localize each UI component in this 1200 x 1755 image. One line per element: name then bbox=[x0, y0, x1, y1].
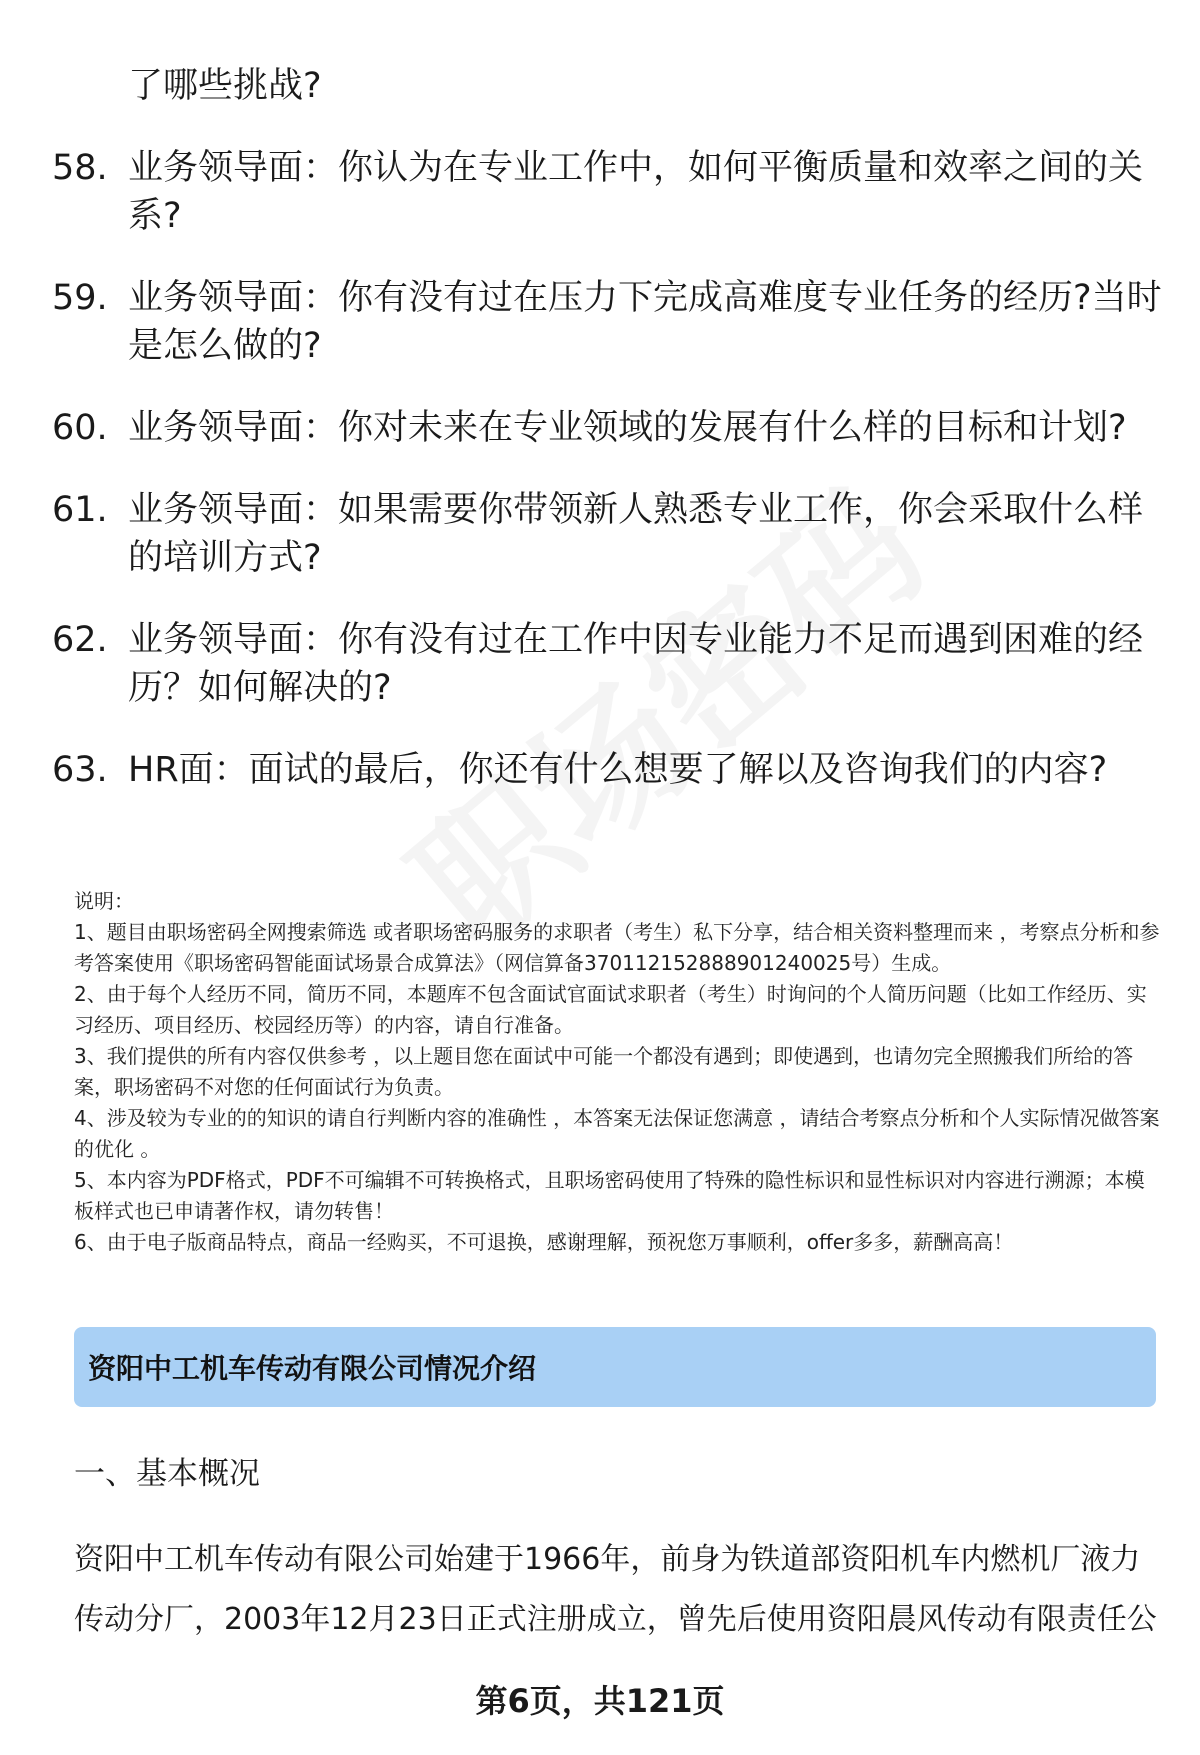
section-heading: 一、基本概况 bbox=[74, 1456, 260, 1492]
page-footer: 第6页，共121页 bbox=[475, 1682, 725, 1720]
question-number: 59. bbox=[52, 278, 108, 318]
question-item bbox=[52, 746, 1162, 794]
question-item bbox=[52, 616, 1162, 712]
company-intro-banner: 资阳中工机车传动有限公司情况介绍 bbox=[74, 1327, 1156, 1407]
question-text: HR面：面试的最后，你还有什么想要了解以及咨询我们的内容? bbox=[128, 750, 1108, 790]
note-item: 1、题目由职场密码全网搜索筛选 或者职场密码服务的求职者（考生）私下分享，结合相关资料整理而来 ，考察点分析和参考答案使用《职场密码智能面试场景合成算法》（网信算备370112152888901240025号）生成。 bbox=[74, 920, 1160, 975]
question-number: 61. bbox=[52, 490, 108, 530]
notes-block bbox=[74, 886, 1160, 1258]
company-paragraph: 资阳中工机车传动有限公司始建于1966年，前身为铁道部资阳机车内燃机厂液力传动分厂，2003年12月23日正式注册成立，曾先后使用资阳晨风传动有限责任公 bbox=[74, 1542, 1157, 1637]
question-number: 60. bbox=[52, 408, 108, 448]
question-text: 业务领导面：如果需要你带领新人熟悉专业工作，你会采取什么样的培训方式? bbox=[128, 490, 1144, 578]
question-text: 业务领导面：你有没有过在工作中因专业能力不足而遇到困难的经历？如何解决的? bbox=[128, 620, 1144, 708]
question-continuation: 了哪些挑战? bbox=[128, 66, 322, 106]
notes-title: 说明： bbox=[74, 889, 134, 913]
question-text: 业务领导面：你有没有过在压力下完成高难度专业任务的经历?当时是怎么做的? bbox=[128, 278, 1162, 366]
question-item bbox=[52, 274, 1162, 370]
question-number: 63. bbox=[52, 750, 108, 790]
note-item: 2、由于每个人经历不同，简历不同，本题库不包含面试官面试求职者（考生）时询问的个人简历问题（比如工作经历、实习经历、项目经历、校园经历等）的内容，请自行准备。 bbox=[74, 982, 1147, 1037]
question-item bbox=[52, 486, 1162, 582]
question-text: 业务领导面：你认为在专业工作中，如何平衡质量和效率之间的关系? bbox=[128, 148, 1144, 236]
question-number: 58. bbox=[52, 148, 108, 188]
note-item: 5、本内容为PDF格式，PDF不可编辑不可转换格式，且职场密码使用了特殊的隐性标识和显性标识对内容进行溯源；本模板样式也已申请著作权，请勿转售！ bbox=[74, 1168, 1145, 1223]
note-item: 6、由于电子版商品特点，商品一经购买，不可退换，感谢理解，预祝您万事顺利，offer多多，薪酬高高！ bbox=[74, 1230, 1014, 1254]
note-item: 4、涉及较为专业的的知识的请自行判断内容的准确性 ，本答案无法保证您满意 ，请结合考察点分析和个人实际情况做答案的优化 。 bbox=[74, 1106, 1160, 1161]
question-list bbox=[52, 144, 1162, 828]
question-item bbox=[52, 144, 1162, 240]
question-text: 业务领导面：你对未来在专业领域的发展有什么样的目标和计划? bbox=[128, 408, 1127, 448]
question-number: 62. bbox=[52, 620, 108, 660]
question-item bbox=[52, 404, 1162, 452]
note-item: 3、我们提供的所有内容仅供参考 ，以上题目您在面试中可能一个都没有遇到；即使遇到，也请勿完全照搬我们所给的答案，职场密码不对您的任何面试行为负责。 bbox=[74, 1044, 1134, 1099]
